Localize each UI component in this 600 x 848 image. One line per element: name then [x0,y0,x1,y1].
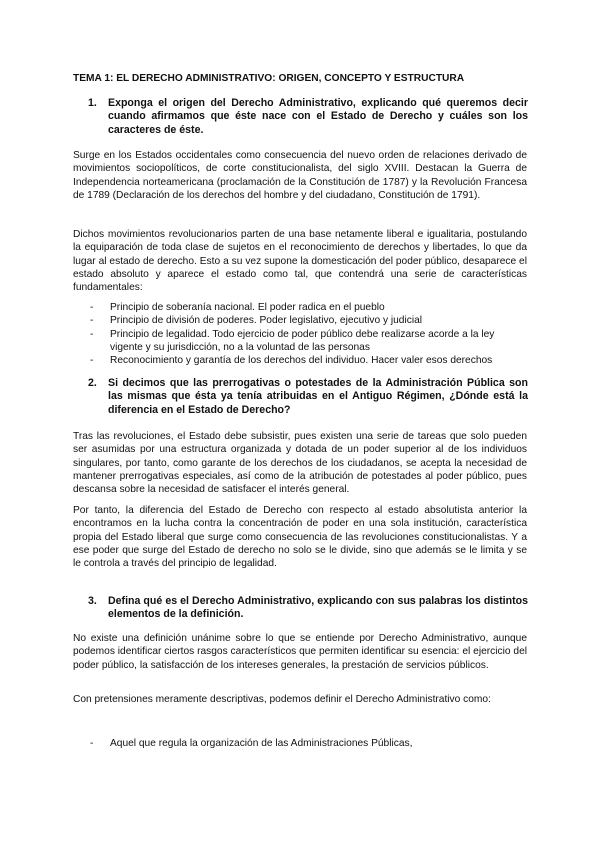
question-number: 2. [88,377,97,389]
paragraph-definition: No existe una definición unánime sobre lo que se entiende por Derecho Administrativo, aunque podemos identificar ciertos rasgos característicos que permiten identificar su esencia: el ejercicio del poder público, la satisfacción de los intereses generales, la prestación de servicios públicos. [73,633,527,671]
question-text: Exponga el origen del Derecho Administrativo, explicando qué queremos decir cuando afirmamos que éste nace con el Estado de Derecho y cuáles son los caracteres de éste. [108,97,528,136]
paragraph-difference: Por tanto, la diferencia del Estado de Derecho con respecto al estado absolutista anterior la encontramos en la lucha contra la concentración de poder en una sola institución, característica propia del Estado liberal que surge como consecuencia de las revoluciones constitucionalistas. Y a ese poder que surge del Estado de derecho no solo se le divide, sino que además se le limita y se le controla a través del principio de legalidad. [73,505,527,570]
question-2 [88,377,528,417]
list-item: - Aquel que regula la organización de las Administraciones Públicas, [90,738,413,749]
paragraph-revolutions: Tras las revoluciones, el Estado debe subsistir, pues existen una serie de tareas que solo pueden ser asumidas por una estructura organizada y dotada de un poder superior al de los individuos singulares, por tanto, como garante de los derechos de los ciudadanos, se acepta la necesidad de mantener prerrogativas especiales, así como de la atribución de potestades al poder público, pues descansa sobre la necesidad de satisfacer el interés general. [73,431,527,496]
question-number: 3. [88,595,97,607]
question-number: 1. [88,97,97,109]
question-text: Si decimos que las prerrogativas o potestades de la Administración Pública son las mismas que ésta ya tenía atribuidas en el Antiguo Régimen, ¿Dónde está la diferencia en el Estado de Derecho? [108,377,528,416]
list-item: - Principio de soberanía nacional. El poder radica en el pueblo [90,302,385,313]
principles-list [90,301,530,367]
paragraph-descriptive: Con pretensiones meramente descriptivas, podemos definir el Derecho Administrativo como: [73,694,491,705]
definition-list [90,737,530,750]
question-text: Defina qué es el Derecho Administrativo, explicando con sus palabras los distintos elementos de la definición. [108,595,528,621]
list-item: - Principio de legalidad. Todo ejercicio de poder público debe realizarse acorde a la ley vigente y su jurisdicción, no a la voluntad de las personas [90,328,495,353]
question-1 [88,97,528,137]
question-3 [88,595,528,622]
paragraph-movements: Dichos movimientos revolucionarios parten de una base netamente liberal e igualitaria, postulando la equiparación de toda clase de sujetos en el reconocimiento de derechos y libertades, lo que da lugar al estado de derecho. Esto a su vez supone la domesticación del poder público, desaparece el estado absoluto y aparece el estado como tal, que contendrá una serie de características fundamentales: [73,229,527,294]
paragraph-origin: Surge en los Estados occidentales como consecuencia del nuevo orden de relaciones derivado de movimientos sociopolíticos, de corte constitucionalista, del siglo XVIII. Destacan la Guerra de Independencia norteamericana (proclamación de la Constitución de 1787) y la Revolución Francesa de 1789 (Declaración de los derechos del hombre y del ciudadano, Constitución de 1791). [73,150,527,201]
list-item: - Reconocimiento y garantía de los derechos del individuo. Hacer valer esos derechos [90,355,493,367]
list-item: - Principio de división de poderes. Poder legislativo, ejecutivo y judicial [90,315,423,327]
document-title: TEMA 1: EL DERECHO ADMINISTRATIVO: ORIGEN, CONCEPTO Y ESTRUCTURA [73,73,465,84]
